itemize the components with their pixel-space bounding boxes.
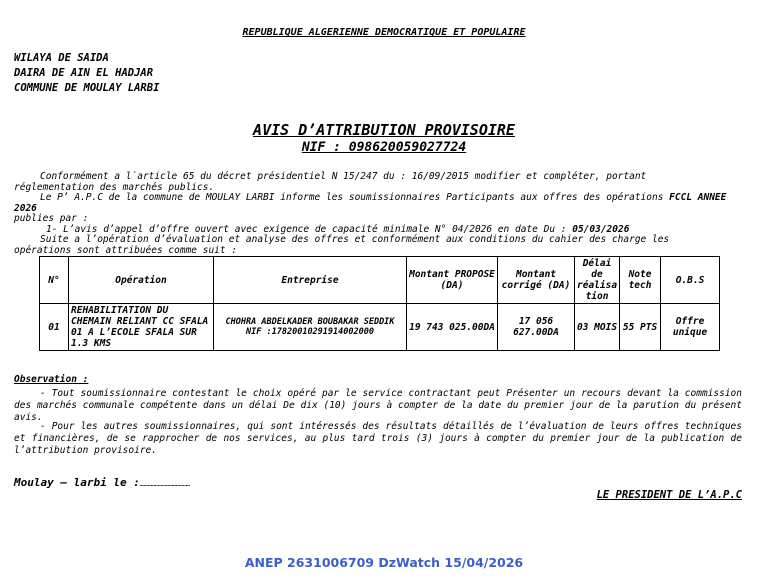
wilaya-line: WILAYA DE SAIDA	[14, 52, 109, 64]
observation-details: - Pour les autres soumissionnaires, qui sont intéressés des résultats détaillés de l’évaluation de leurs offres techniques et financières, de se rapprocher de nos services, au plus tard trois (3) jours à compter du premier jour de la publication de l’attribution provisoire.	[14, 421, 742, 456]
table-header-row	[40, 257, 720, 304]
col-obs: O.B.S	[661, 257, 720, 304]
col-montant-corrige: Montant corrigé (DA)	[498, 257, 575, 304]
administrative-block	[14, 51, 159, 96]
tender-date: 05/03/2026	[572, 223, 630, 235]
observation-recourse: - Tout soumissionnaire contestant le choix opéré par le service contractant peut Présenter un recours devant la commission des marchés communale compétente dans un délai De dix (10) jours à compter de la date du premier jour de la parution du présent avis.	[14, 388, 742, 423]
signer-title: LE PRESIDENT DE L’A.P.C	[596, 489, 742, 501]
paragraph-decree: Conformément a l`article 65 du décret présidentiel N 15/247 du : 16/09/2015 modifier et compléter, portant réglementation des marchés publics.	[14, 171, 647, 193]
operation-label: FCCL ANNEE 2026	[14, 192, 727, 214]
date-dots: ………………………………	[139, 480, 191, 488]
cell-obs: Offre unique	[661, 304, 720, 351]
published-by: publies par :	[14, 213, 89, 224]
daira-line: DAIRA DE AIN EL HADJAR	[14, 67, 154, 79]
cell-montant-corrige: 17 056 627.00DA	[498, 304, 575, 351]
anep-footer: ANEP 2631006709 DzWatch 15/04/2026	[244, 555, 524, 570]
col-montant-propose: Montant PROPOSE (DA)	[407, 257, 498, 304]
tender-text: 1- L’avis d’appel d’offre ouvert avec exigence de capacité minimale N° 04/2026 en date Du :	[46, 223, 567, 235]
cell-n: 01	[40, 304, 69, 351]
place-label: Moulay – larbi le :	[14, 476, 140, 489]
cell-note: 55 PTS	[620, 304, 661, 351]
entreprise-nif: NIF :17820010291914002000	[246, 327, 374, 337]
paragraph-evaluation: Suite a l’opération d’évaluation et analyse des offres et conformément aux conditions du cahier des charge les opérations sont attribuées comme suit :	[14, 234, 670, 256]
commune-line: COMMUNE DE MOULAY LARBI	[14, 82, 160, 94]
col-entreprise: Entreprise	[214, 257, 407, 304]
nif-line: NIF : 098620059027724	[301, 140, 467, 155]
cell-entreprise	[214, 304, 407, 351]
paragraph-inform	[14, 193, 730, 214]
cell-montant-propose: 19 743 025.00DA	[407, 304, 498, 351]
attribution-table	[39, 256, 720, 351]
col-n: N°	[40, 257, 69, 304]
signature-place	[14, 476, 190, 489]
cell-delai: 03 MOIS	[575, 304, 620, 351]
cell-operation: REHABILITATION DU CHEMAIN RELIANT CC SFALA 01 A L’ECOLE SFALA SUR 1.3 KMS	[69, 304, 214, 351]
col-operation: Opération	[69, 257, 214, 304]
inform-text: Le P’ A.P.C de la commune de MOULAY LARBI informe les soumissionnaires Participants aux offres des opérations	[40, 192, 664, 203]
table-row	[40, 304, 720, 351]
col-delai: Délai de réalisa tion	[575, 257, 620, 304]
observation-heading: Observation :	[14, 374, 89, 385]
state-header: REPUBLIQUE ALGERIENNE DEMOCRATIQUE ET POPULAIRE	[242, 27, 526, 38]
notice-body	[14, 172, 730, 256]
notice-title: AVIS D’ATTRIBUTION PROVISOIRE	[253, 121, 515, 139]
entreprise-name: CHOHRA ABDELKADER BOUBAKAR SEDDIK	[225, 317, 395, 327]
col-note: Note tech	[620, 257, 661, 304]
